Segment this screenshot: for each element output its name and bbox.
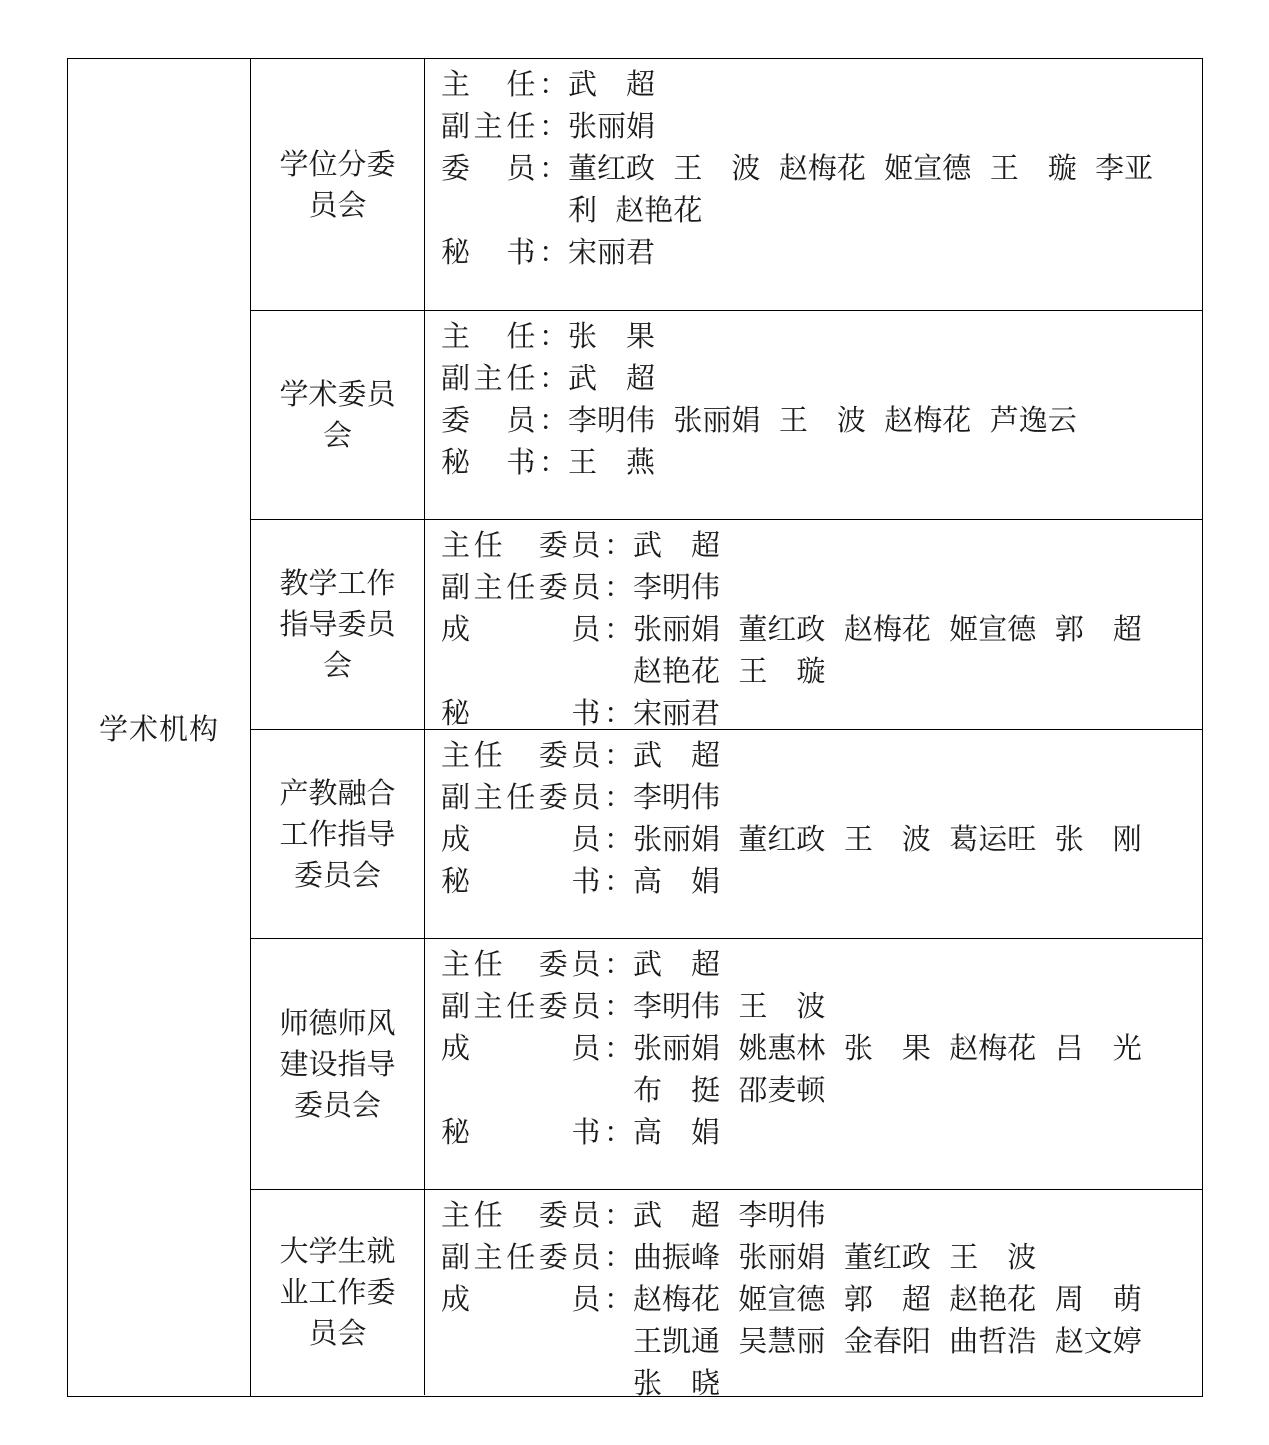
member-names: 高 娟	[633, 864, 721, 898]
role-label	[441, 1362, 633, 1404]
role-label	[441, 650, 633, 692]
committee-name-cell	[251, 59, 425, 310]
member-line	[441, 734, 1202, 776]
role-label: 副主任：	[441, 109, 568, 143]
member-names: 张丽娟 董红政 赵梅花 姬宣德 郭 超	[633, 612, 1142, 646]
role-label	[441, 1069, 633, 1111]
role-label: 副主任委员：	[441, 570, 633, 604]
role-label: 秘 书：	[441, 1115, 633, 1149]
role-label: 副主任：	[441, 361, 568, 395]
member-names: 赵艳花 王 璇	[633, 654, 826, 688]
member-line	[441, 650, 1202, 692]
committee-name: 学术委员会	[279, 377, 396, 452]
committee-members-cell	[425, 59, 1202, 310]
member-line	[441, 566, 1202, 608]
member-line	[441, 357, 1202, 399]
member-line	[441, 524, 1202, 566]
role-label: 委 员：	[441, 403, 568, 437]
member-line	[441, 231, 1202, 273]
committee-name-cell	[251, 520, 425, 729]
member-names: 布 挺 邵麦顿	[633, 1073, 826, 1107]
member-names: 张丽娟	[568, 109, 656, 143]
member-line	[441, 608, 1202, 650]
committee-members-cell	[425, 939, 1202, 1189]
role-label: 成 员：	[441, 612, 633, 646]
member-names: 赵梅花 姬宣德 郭 超 赵艳花 周 萌	[633, 1282, 1142, 1316]
role-label: 副主任委员：	[441, 1240, 633, 1274]
committee-name: 大学生就业工作委员会	[279, 1234, 396, 1350]
member-names: 李明伟 王 波	[633, 989, 826, 1023]
role-label	[441, 1320, 633, 1362]
member-line	[441, 147, 1202, 189]
role-label: 主 任：	[441, 319, 568, 353]
committee-name-cell	[251, 1190, 425, 1395]
role-label: 主任 委员：	[441, 528, 633, 562]
member-names: 武 超	[568, 361, 656, 395]
member-names: 王 燕	[568, 445, 656, 479]
committee-members-cell	[425, 730, 1202, 938]
role-label: 主任 委员：	[441, 947, 633, 981]
role-label: 副主任委员：	[441, 989, 633, 1023]
role-label: 委 员：	[441, 151, 568, 185]
member-line	[441, 441, 1202, 483]
member-names: 李明伟	[633, 570, 721, 604]
committee-row	[251, 1189, 1202, 1400]
member-names: 王凯通 吴慧丽 金春阳 曲哲浩 赵文婷	[633, 1324, 1142, 1358]
committee-row	[251, 59, 1202, 310]
member-line	[441, 189, 1202, 231]
member-names: 宋丽君	[633, 696, 721, 730]
member-names: 张丽娟 姚惠林 张 果 赵梅花 吕 光	[633, 1031, 1142, 1065]
role-label: 主任 委员：	[441, 738, 633, 772]
role-label: 秘 书：	[441, 445, 568, 479]
role-label: 成 员：	[441, 1282, 633, 1316]
member-line	[441, 105, 1202, 147]
member-names: 武 超	[633, 528, 721, 562]
member-names: 高 娟	[633, 1115, 721, 1149]
member-line	[441, 818, 1202, 860]
member-line	[441, 1111, 1202, 1153]
member-line	[441, 399, 1202, 441]
member-names: 武 超 李明伟	[633, 1198, 826, 1232]
committee-name: 师德师风建设指导委员会	[279, 1005, 396, 1122]
role-label: 秘 书：	[441, 864, 633, 898]
committee-name: 学位分委员会	[279, 146, 396, 222]
committee-name-cell	[251, 730, 425, 938]
committee-name: 教学工作指导委员会	[279, 566, 396, 682]
committee-members-cell	[425, 311, 1202, 519]
member-line	[441, 776, 1202, 818]
member-line	[441, 692, 1202, 734]
member-names: 武 超	[568, 67, 656, 101]
committee-row	[251, 729, 1202, 938]
member-line	[441, 1320, 1202, 1362]
committee-members-cell	[425, 520, 1202, 729]
member-line	[441, 860, 1202, 902]
committee-row	[251, 519, 1202, 729]
member-names: 董红政 王 波 赵梅花 姬宣德 王 璇 李亚	[568, 151, 1154, 185]
member-names: 张丽娟 董红政 王 波 葛运旺 张 刚	[633, 822, 1142, 856]
role-label: 秘 书：	[441, 696, 633, 730]
member-names: 宋丽君	[568, 235, 656, 269]
member-line	[441, 1027, 1202, 1069]
member-line	[441, 943, 1202, 985]
member-line	[441, 985, 1202, 1027]
committee-row	[251, 310, 1202, 519]
role-label: 成 员：	[441, 822, 633, 856]
committee-name-cell	[251, 311, 425, 519]
member-line	[441, 1278, 1202, 1320]
role-label: 主 任：	[441, 67, 568, 101]
committee-row	[251, 938, 1202, 1189]
member-names: 武 超	[633, 947, 721, 981]
role-label: 主任 委员：	[441, 1198, 633, 1232]
member-line	[441, 63, 1202, 105]
member-names: 李明伟	[633, 780, 721, 814]
role-label: 秘 书：	[441, 235, 568, 269]
committee-name-cell	[251, 939, 425, 1189]
member-names: 李明伟 张丽娟 王 波 赵梅花 芦逸云	[568, 403, 1077, 437]
academic-bodies-table	[67, 58, 1203, 1400]
member-names: 利 赵艳花	[568, 193, 703, 227]
member-names: 张 果	[568, 319, 656, 353]
member-line	[441, 1236, 1202, 1278]
member-names: 张 晓	[633, 1366, 721, 1400]
role-label	[441, 189, 568, 231]
outer-category-label: 学术机构	[68, 59, 251, 1396]
member-line	[441, 1362, 1202, 1404]
member-line	[441, 1194, 1202, 1236]
committee-members-cell	[425, 1190, 1202, 1400]
role-label: 副主任委员：	[441, 780, 633, 814]
role-label: 成 员：	[441, 1031, 633, 1065]
committee-name: 产教融合工作指导委员会	[279, 775, 396, 892]
member-names: 武 超	[633, 738, 721, 772]
member-line	[441, 1069, 1202, 1111]
member-names: 曲振峰 张丽娟 董红政 王 波	[633, 1240, 1037, 1274]
member-line	[441, 315, 1202, 357]
